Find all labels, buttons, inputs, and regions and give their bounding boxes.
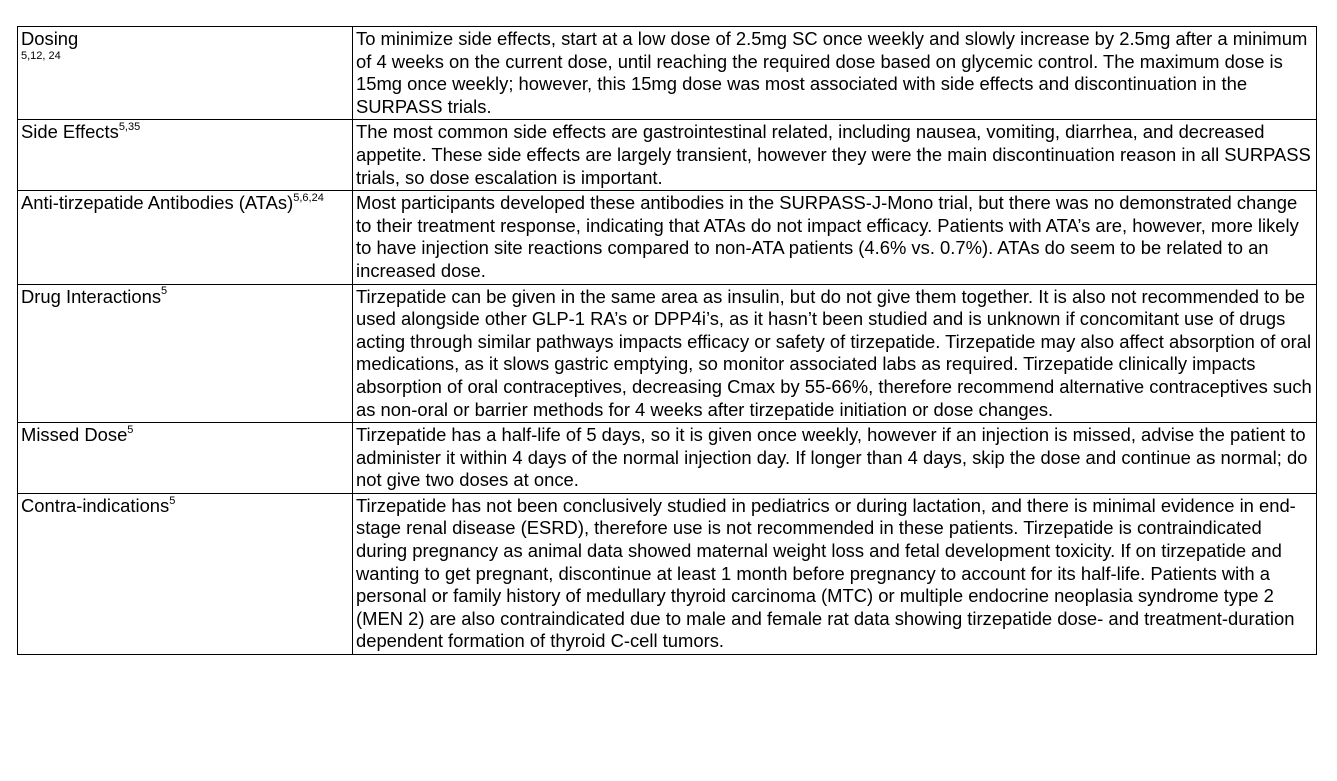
row-term-cell [18,493,353,654]
table-row [18,493,1317,654]
row-references: 5,12, 24 [21,49,61,62]
row-references: 5,6,24 [293,192,324,205]
row-term: Drug Interactions [21,285,162,307]
row-description: Tirzepatide can be given in the same area as insulin, but do not give them together. It is also not recommended to be used alongside other GLP-1 RA’s or DPP4i’s, as it hasn’t been studied and is unknown if concomitant use of drugs acting through similar pathways impacts efficacy or safety of tirzepatide. Tirzepatide may also affect absorption of oral medications, as it slows gastric emptying, so monitor associated labs as required. Tirzepatide clinically impacts absorption of oral contraceptives, decreasing Cmax by 55-66%, therefore recommend alternative contraceptives such as non-oral or barrier methods for 4 weeks after tirzepatide initiation or dose changes. [353,284,1317,423]
row-term: Contra-indications [21,494,170,516]
row-references: 5 [169,494,176,507]
drug-info-table [17,26,1317,655]
table-row [18,284,1317,423]
row-references: 5,35 [118,121,141,134]
table-row [18,120,1317,191]
row-term: Dosing [21,28,79,49]
table-row [18,191,1317,284]
row-term: Side Effects [21,121,119,143]
row-term: Missed Dose [21,424,128,446]
row-description: To minimize side effects, start at a low dose of 2.5mg SC once weekly and slowly increase by 2.5mg after a minimum of 4 weeks on the current dose, until reaching the required dose based on glycemic control. The maximum dose is 15mg once weekly; however, this 15mg dose was most associated with side effects and discontinuation in the SURPASS trials. [353,27,1317,120]
table-row [18,27,1317,120]
row-description: The most common side effects are gastrointestinal related, including nausea, vomiting, diarrhea, and decreased appetite. These side effects are largely transient, however they were the main discontinuation reason in all SURPASS trials, so dose escalation is important. [353,120,1317,191]
row-term-cell [18,423,353,494]
row-term-cell [18,284,353,423]
row-term-cell [18,191,353,284]
table-row [18,423,1317,494]
row-references: 5 [161,285,168,298]
row-description: Most participants developed these antibodies in the SURPASS-J-Mono trial, but there was no demonstrated change to their treatment response, indicating that ATAs do not impact efficacy. Patients with ATA’s are, however, more likely to have injection site reactions compared to non-ATA patients (4.6% vs. 0.7%). ATAs do seem to be related to an increased dose. [353,191,1317,284]
row-term: Anti-tirzepatide Antibodies (ATAs) [21,192,294,214]
row-term-cell [18,27,353,120]
row-references: 5 [127,423,134,436]
row-description: Tirzepatide has a half-life of 5 days, so it is given once weekly, however if an injection is missed, advise the patient to administer it within 4 days of the normal injection day. If longer than 4 days, skip the dose and continue as normal; do not give two doses at once. [353,423,1317,494]
row-term-cell [18,120,353,191]
row-description: Tirzepatide has not been conclusively studied in pediatrics or during lactation, and there is minimal evidence in end-stage renal disease (ESRD), therefore use is not recommended in these patients. Tirzepatide is contraindicated during pregnancy as animal data showed maternal weight loss and fetal development toxicity. If on tirzepatide and wanting to get pregnant, discontinue at least 1 month before pregnancy to account for its half-life. Patients with a personal or family history of medullary thyroid carcinoma (MTC) or multiple endocrine neoplasia syndrome type 2 (MEN 2) are also contraindicated due to male and female rat data showing tirzepatide dose- and treatment-duration dependent formation of thyroid C-cell tumors. [353,493,1317,654]
